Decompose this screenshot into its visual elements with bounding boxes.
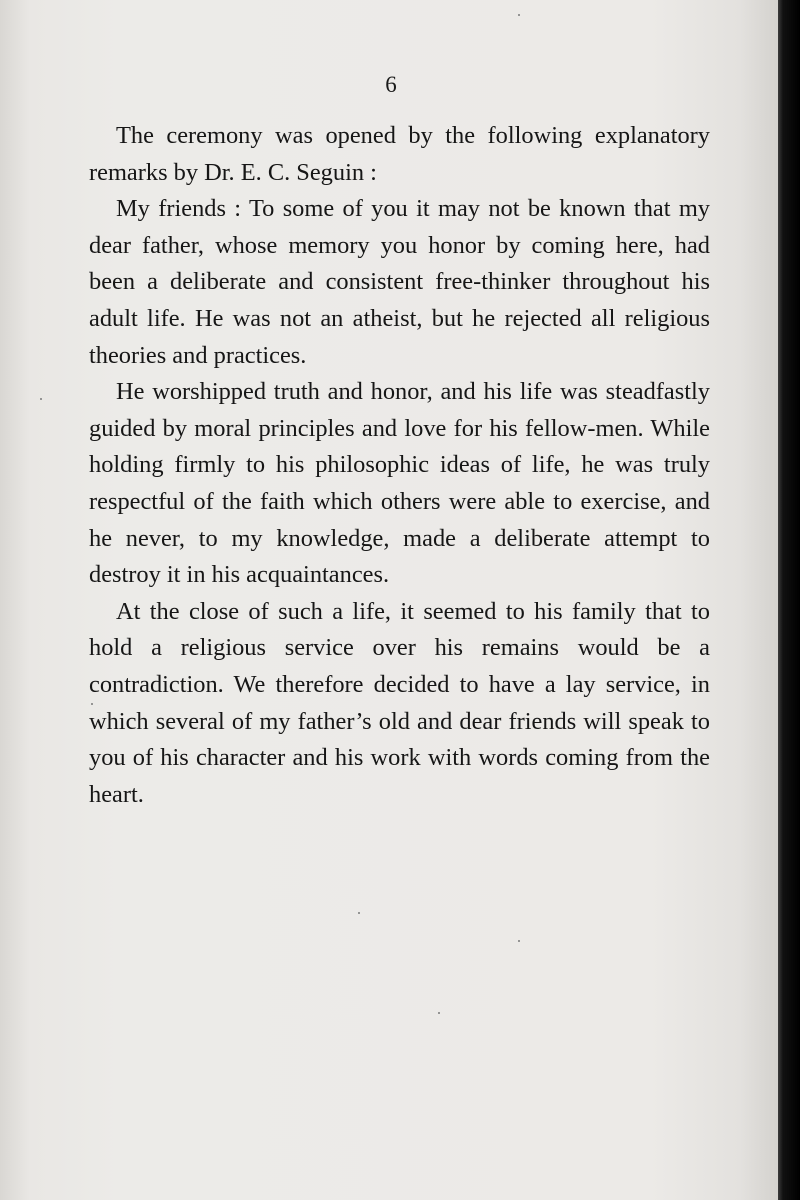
- paper-speck: [518, 940, 520, 942]
- paper-speck: [518, 14, 520, 16]
- book-binding-edge: [778, 0, 800, 1200]
- paper-speck: [91, 703, 93, 705]
- body-text: [89, 118, 710, 813]
- paragraph-1: The ceremony was opened by the following explanatory remarks by Dr. E. C. Seguin :: [89, 122, 710, 186]
- paragraph-4: At the close of such a life, it seemed to his family that to hold a religious service over his remains would be a contradiction. We therefore decided to have a lay service, in which several of my father’s old and dear friends will speak to you of his character and his work with words coming from the heart.: [89, 597, 710, 808]
- paragraph-3: He worshipped truth and honor, and his life was steadfastly guided by moral principles and love for his fellow-men. While holding firmly to his philosophic ideas of life, he was truly respectful of the faith which others were able to exercise, and he never, to my knowledge, made a deliberate attempt to destroy it in his acquaintances.: [89, 378, 710, 589]
- paper-speck: [438, 1012, 440, 1014]
- paper-speck: [358, 912, 360, 914]
- page-number: 6: [385, 72, 397, 97]
- paper-speck: [40, 398, 42, 400]
- paragraph-2: My friends : To some of you it may not be known that my dear father, whose memory you honor by coming here, had been a deliberate and consistent free-thinker throughout his adult life. He was not an atheist, but he rejected all religious theories and practices.: [89, 195, 710, 369]
